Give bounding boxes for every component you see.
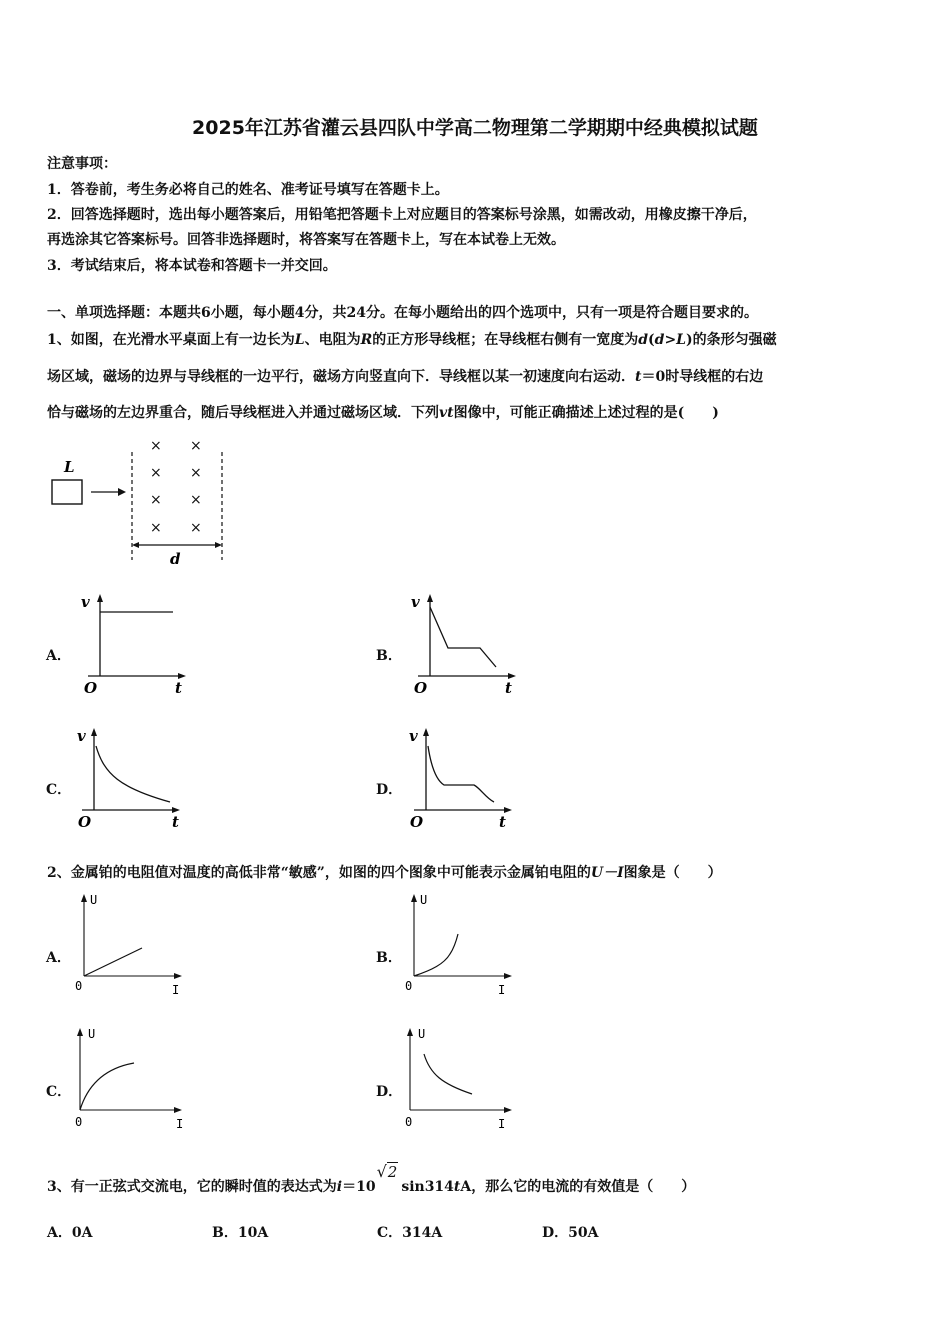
page-title: 2025年江苏省灌云县四队中学高二物理第二学期期中经典模拟试题: [192, 117, 758, 139]
notice-item-3: 3．考试结束后，将本试卷和答题卡一并交回。: [47, 258, 337, 274]
field-cross: ×: [190, 492, 202, 508]
notice-item-2: 2．回答选择题时，选出每小题答案后，用铅笔把答题卡上对应题目的答案标号涂黑，如需改动，用橡皮擦干净后，: [47, 207, 757, 223]
fig-label-d: d: [170, 550, 181, 568]
q3-option-c[interactable]: C．314A: [377, 1225, 443, 1241]
axis-label-origin: 0: [405, 1115, 413, 1129]
q2-option-a-label[interactable]: A．: [46, 950, 71, 966]
square-loop: [52, 480, 82, 504]
field-cross: ×: [150, 438, 162, 454]
axis-label-t: t: [172, 813, 179, 831]
axis-label-origin: O: [410, 813, 424, 831]
axis-label-v: v: [81, 593, 90, 611]
axis-label-i: I: [498, 1117, 506, 1131]
q1-option-d-label[interactable]: D．: [376, 782, 403, 798]
graph-curve: [430, 607, 496, 667]
q2-graph-b: [402, 890, 522, 1000]
q1-graph-d: [404, 726, 524, 836]
notice-heading: 注意事项：: [47, 156, 117, 172]
notice-item-2-cont: 再选涂其它答案标号。回答非选择题时，将答案写在答题卡上，写在本试卷上无效。: [47, 232, 565, 248]
q3-option-d[interactable]: D．50A: [542, 1225, 599, 1241]
axis-label-origin: 0: [405, 979, 413, 993]
axis-label-v: v: [411, 593, 420, 611]
axis-label-t: t: [505, 679, 512, 697]
section-heading: 一、单项选择题：本题共6小题，每小题4分，共24分。在每小题给出的四个选项中，只有一项是符合题目要求的。: [47, 305, 758, 321]
i-axis-arrow: [174, 1107, 182, 1113]
i-axis-arrow: [504, 973, 512, 979]
v-axis-arrow: [91, 728, 97, 736]
axis-label-u: U: [90, 893, 98, 907]
axis-label-origin: 0: [75, 979, 83, 993]
axis-label-origin: 0: [75, 1115, 83, 1129]
field-cross: ×: [190, 438, 202, 454]
q2-graph-c: [72, 1024, 192, 1134]
q2-option-b-label[interactable]: B．: [376, 950, 402, 966]
q3-option-a[interactable]: A．0A: [47, 1225, 93, 1241]
width-arrow-left: [132, 542, 139, 548]
q2-graph-a: [72, 890, 192, 1000]
axis-label-v: v: [409, 727, 418, 745]
sqrt-sign: √: [376, 1162, 387, 1181]
axis-label-u: U: [420, 893, 428, 907]
q1-graph-a: [78, 592, 198, 702]
q3-text: 3、有一正弦式交流电，它的瞬时值的表达式为i＝10√2sin314tA，那么它的电流的有效值是（ ）: [47, 1162, 696, 1195]
field-cross: ×: [150, 465, 162, 481]
q1-option-a-label[interactable]: A．: [46, 648, 71, 664]
i-axis-arrow: [504, 1107, 512, 1113]
axis-label-v: v: [77, 727, 86, 745]
q2-text: 2、金属铂的电阻值对温度的高低非常“敏感”，如图的四个图象中可能表示金属铂电阻的U－I图象是（ ）: [47, 865, 722, 881]
q3-option-b[interactable]: B．10A: [212, 1225, 269, 1241]
graph-curve: [414, 934, 458, 976]
graph-curve: [428, 746, 494, 802]
q1-field-figure: [44, 438, 244, 572]
v-axis-arrow: [423, 728, 429, 736]
q2-option-d-label[interactable]: D．: [376, 1084, 403, 1100]
axis-label-origin: O: [414, 679, 428, 697]
axis-label-origin: O: [84, 679, 98, 697]
q1-line-2: 场区域，磁场的边界与导线框的一边平行，磁场方向竖直向下．导线框以某一初速度向右运动．t＝0时导线框的右边: [47, 369, 764, 385]
graph-curve: [96, 746, 170, 802]
u-axis-arrow: [81, 894, 87, 902]
field-cross: ×: [150, 520, 162, 536]
velocity-arrow-head: [118, 488, 126, 496]
q1-graph-c: [72, 726, 192, 836]
i-axis-arrow: [174, 973, 182, 979]
axis-label-u: U: [88, 1027, 96, 1041]
u-axis-arrow: [407, 1028, 413, 1036]
q2-graph-d: [402, 1024, 522, 1134]
q1-line-3: 恰与磁场的左边界重合，随后导线框进入并通过磁场区域．下列vt图像中，可能正确描述上述过程的是( ): [47, 405, 719, 421]
q1-graph-b: [408, 592, 528, 702]
axis-label-t: t: [175, 679, 182, 697]
axis-label-i: I: [172, 983, 180, 997]
axis-label-origin: O: [78, 813, 92, 831]
width-arrow-right: [215, 542, 222, 548]
graph-curve: [84, 948, 142, 976]
axis-label-i: I: [176, 1117, 184, 1131]
notice-item-1: 1．答卷前，考生务必将自己的姓名、准考证号填写在答题卡上。: [47, 182, 449, 198]
q1-line-1: 1、如图，在光滑水平桌面上有一边长为L、电阻为R的正方形导线框；在导线框右侧有一宽度为d(d>L)的条形匀强磁: [47, 332, 777, 348]
graph-curve: [424, 1054, 472, 1094]
field-cross: ×: [190, 520, 202, 536]
u-axis-arrow: [411, 894, 417, 902]
v-axis-arrow: [427, 594, 433, 602]
u-axis-arrow: [77, 1028, 83, 1036]
axis-label-t: t: [499, 813, 506, 831]
q2-option-c-label[interactable]: C．: [46, 1084, 72, 1100]
field-cross: ×: [150, 492, 162, 508]
q1-option-b-label[interactable]: B．: [376, 648, 402, 664]
q1-option-c-label[interactable]: C．: [46, 782, 72, 798]
axis-label-i: I: [498, 983, 506, 997]
axis-label-u: U: [418, 1027, 426, 1041]
fig-label-L: L: [64, 458, 75, 476]
sqrt-expression: √2: [376, 1162, 398, 1181]
field-cross: ×: [190, 465, 202, 481]
v-axis-arrow: [97, 594, 103, 602]
graph-curve: [80, 1063, 134, 1110]
